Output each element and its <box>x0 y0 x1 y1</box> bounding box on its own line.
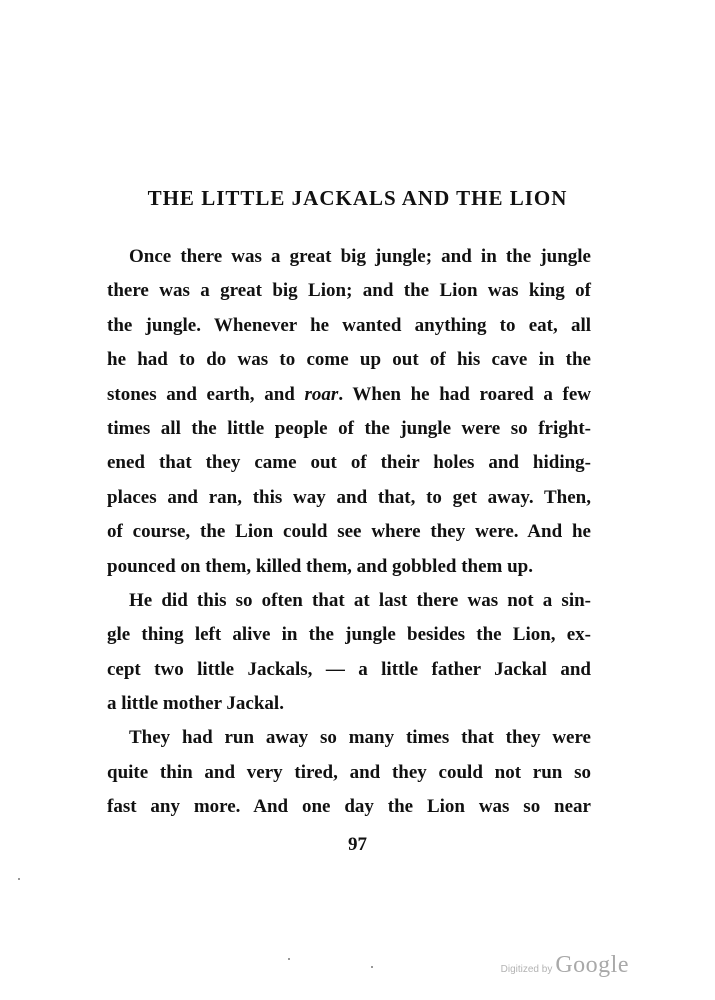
text-line: They had run away so many times that they were <box>129 727 591 749</box>
text-line: gle thing left alive in the jungle besides the Lion, ex- <box>107 624 591 646</box>
text-line: Once there was a great big jungle; and in the jungle <box>129 246 591 267</box>
text-line: the jungle. Whenever he wanted anything to eat, all <box>107 314 591 336</box>
text-line: pounced on them, killed them, and gobbled them up. <box>107 555 533 577</box>
text-line: ened that they came out of their holes and hiding- <box>107 452 591 474</box>
text-segment: stones and earth, and <box>107 383 295 405</box>
story-text <box>107 240 591 825</box>
text-segment: . When he had roared a few <box>338 383 591 405</box>
text-line: times all the little people of the jungle were so fright- <box>107 417 591 439</box>
text-line: he had to do was to come up out of his cave in the <box>107 349 591 371</box>
text-line: He did this so often that at last there was not a sin- <box>129 589 591 611</box>
text-line: there was a great big Lion; and the Lion was king of <box>107 280 591 302</box>
text-line <box>107 378 591 412</box>
digitized-by-google-watermark <box>501 952 629 979</box>
watermark-prefix: Digitized by <box>500 964 553 975</box>
scan-speck <box>18 878 20 880</box>
scan-speck <box>288 958 290 960</box>
google-logo: Google <box>555 952 629 978</box>
text-line: a little mother Jackal. <box>107 693 284 715</box>
text-line: quite thin and very tired, and they could not run so <box>107 761 591 783</box>
emphasized-word: roar <box>304 383 339 405</box>
text-line: of course, the Lion could see where they were. And he <box>107 521 591 543</box>
text-line: fast any more. And one day the Lion was so near <box>107 796 591 818</box>
text-line: places and ran, this way and that, to get away. Then, <box>107 486 591 508</box>
text-line: cept two little Jackals, — a little father Jackal and <box>107 658 591 680</box>
chapter-title: THE LITTLE JACKALS AND THE LION <box>147 186 568 210</box>
page-number: 97 <box>348 834 367 855</box>
scan-speck <box>371 966 373 968</box>
